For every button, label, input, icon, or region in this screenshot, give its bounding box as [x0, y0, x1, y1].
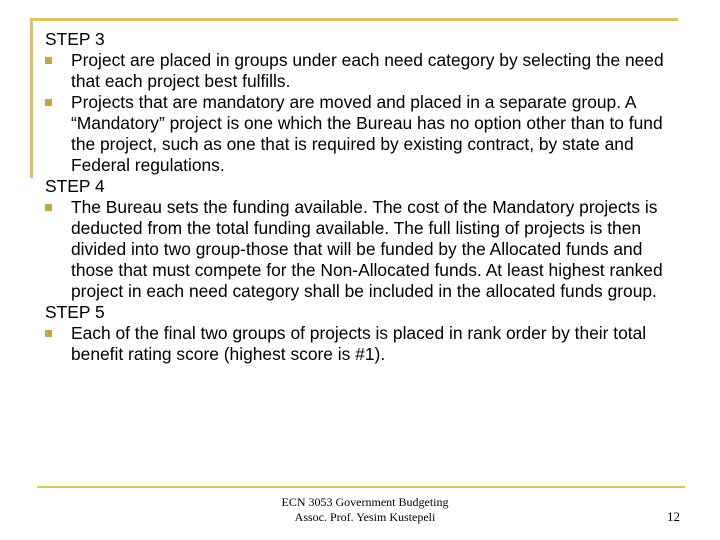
- step-3-bullet-2: [45, 92, 685, 176]
- step-3-bullet-2-text: Projects that are mandatory are moved and placed in a separate group. A “Mandatory” project is one which the Bureau has no option other than to fund the project, such as one that is required by existing contract, by state and Federal regulations.: [71, 92, 663, 175]
- footer-rule: [37, 486, 685, 488]
- frame-top-rule: [30, 18, 678, 21]
- step-4-heading: STEP 4: [45, 176, 105, 196]
- footer-course: ECN 3053 Government Budgeting: [281, 495, 449, 509]
- page-number: 12: [667, 509, 680, 524]
- step-5-bullet-1: [45, 323, 685, 365]
- step-3-bullet-1-text: Project are placed in groups under each need category by selecting the need that each project best fulfills.: [71, 50, 664, 91]
- frame-left-rule: [30, 18, 33, 178]
- square-bullet-icon: [45, 99, 52, 106]
- step-3-heading: STEP 3: [45, 29, 105, 49]
- footer-credit: [240, 495, 490, 525]
- square-bullet-icon: [45, 57, 52, 64]
- step-4-bullet-1: [45, 197, 685, 302]
- step-4-bullet-1-text: The Bureau sets the funding available. The cost of the Mandatory projects is deducted from the total funding available. The full listing of projects is then divided into two group-those that will be funded by the Allocated funds and those that must compete for the Non-Allocated funds. At least highest ranked project in each need category shall be included in the allocated funds group.: [71, 197, 663, 301]
- square-bullet-icon: [45, 330, 52, 337]
- square-bullet-icon: [45, 204, 52, 211]
- step-5-bullet-1-text: Each of the final two groups of projects is placed in rank order by their total benefit rating score (highest score is #1).: [71, 323, 647, 364]
- step-5-heading: STEP 5: [45, 302, 105, 322]
- slide-body: [45, 29, 685, 365]
- step-3-bullet-1: [45, 50, 685, 92]
- footer-author: Assoc. Prof. Yesim Kustepeli: [294, 510, 436, 524]
